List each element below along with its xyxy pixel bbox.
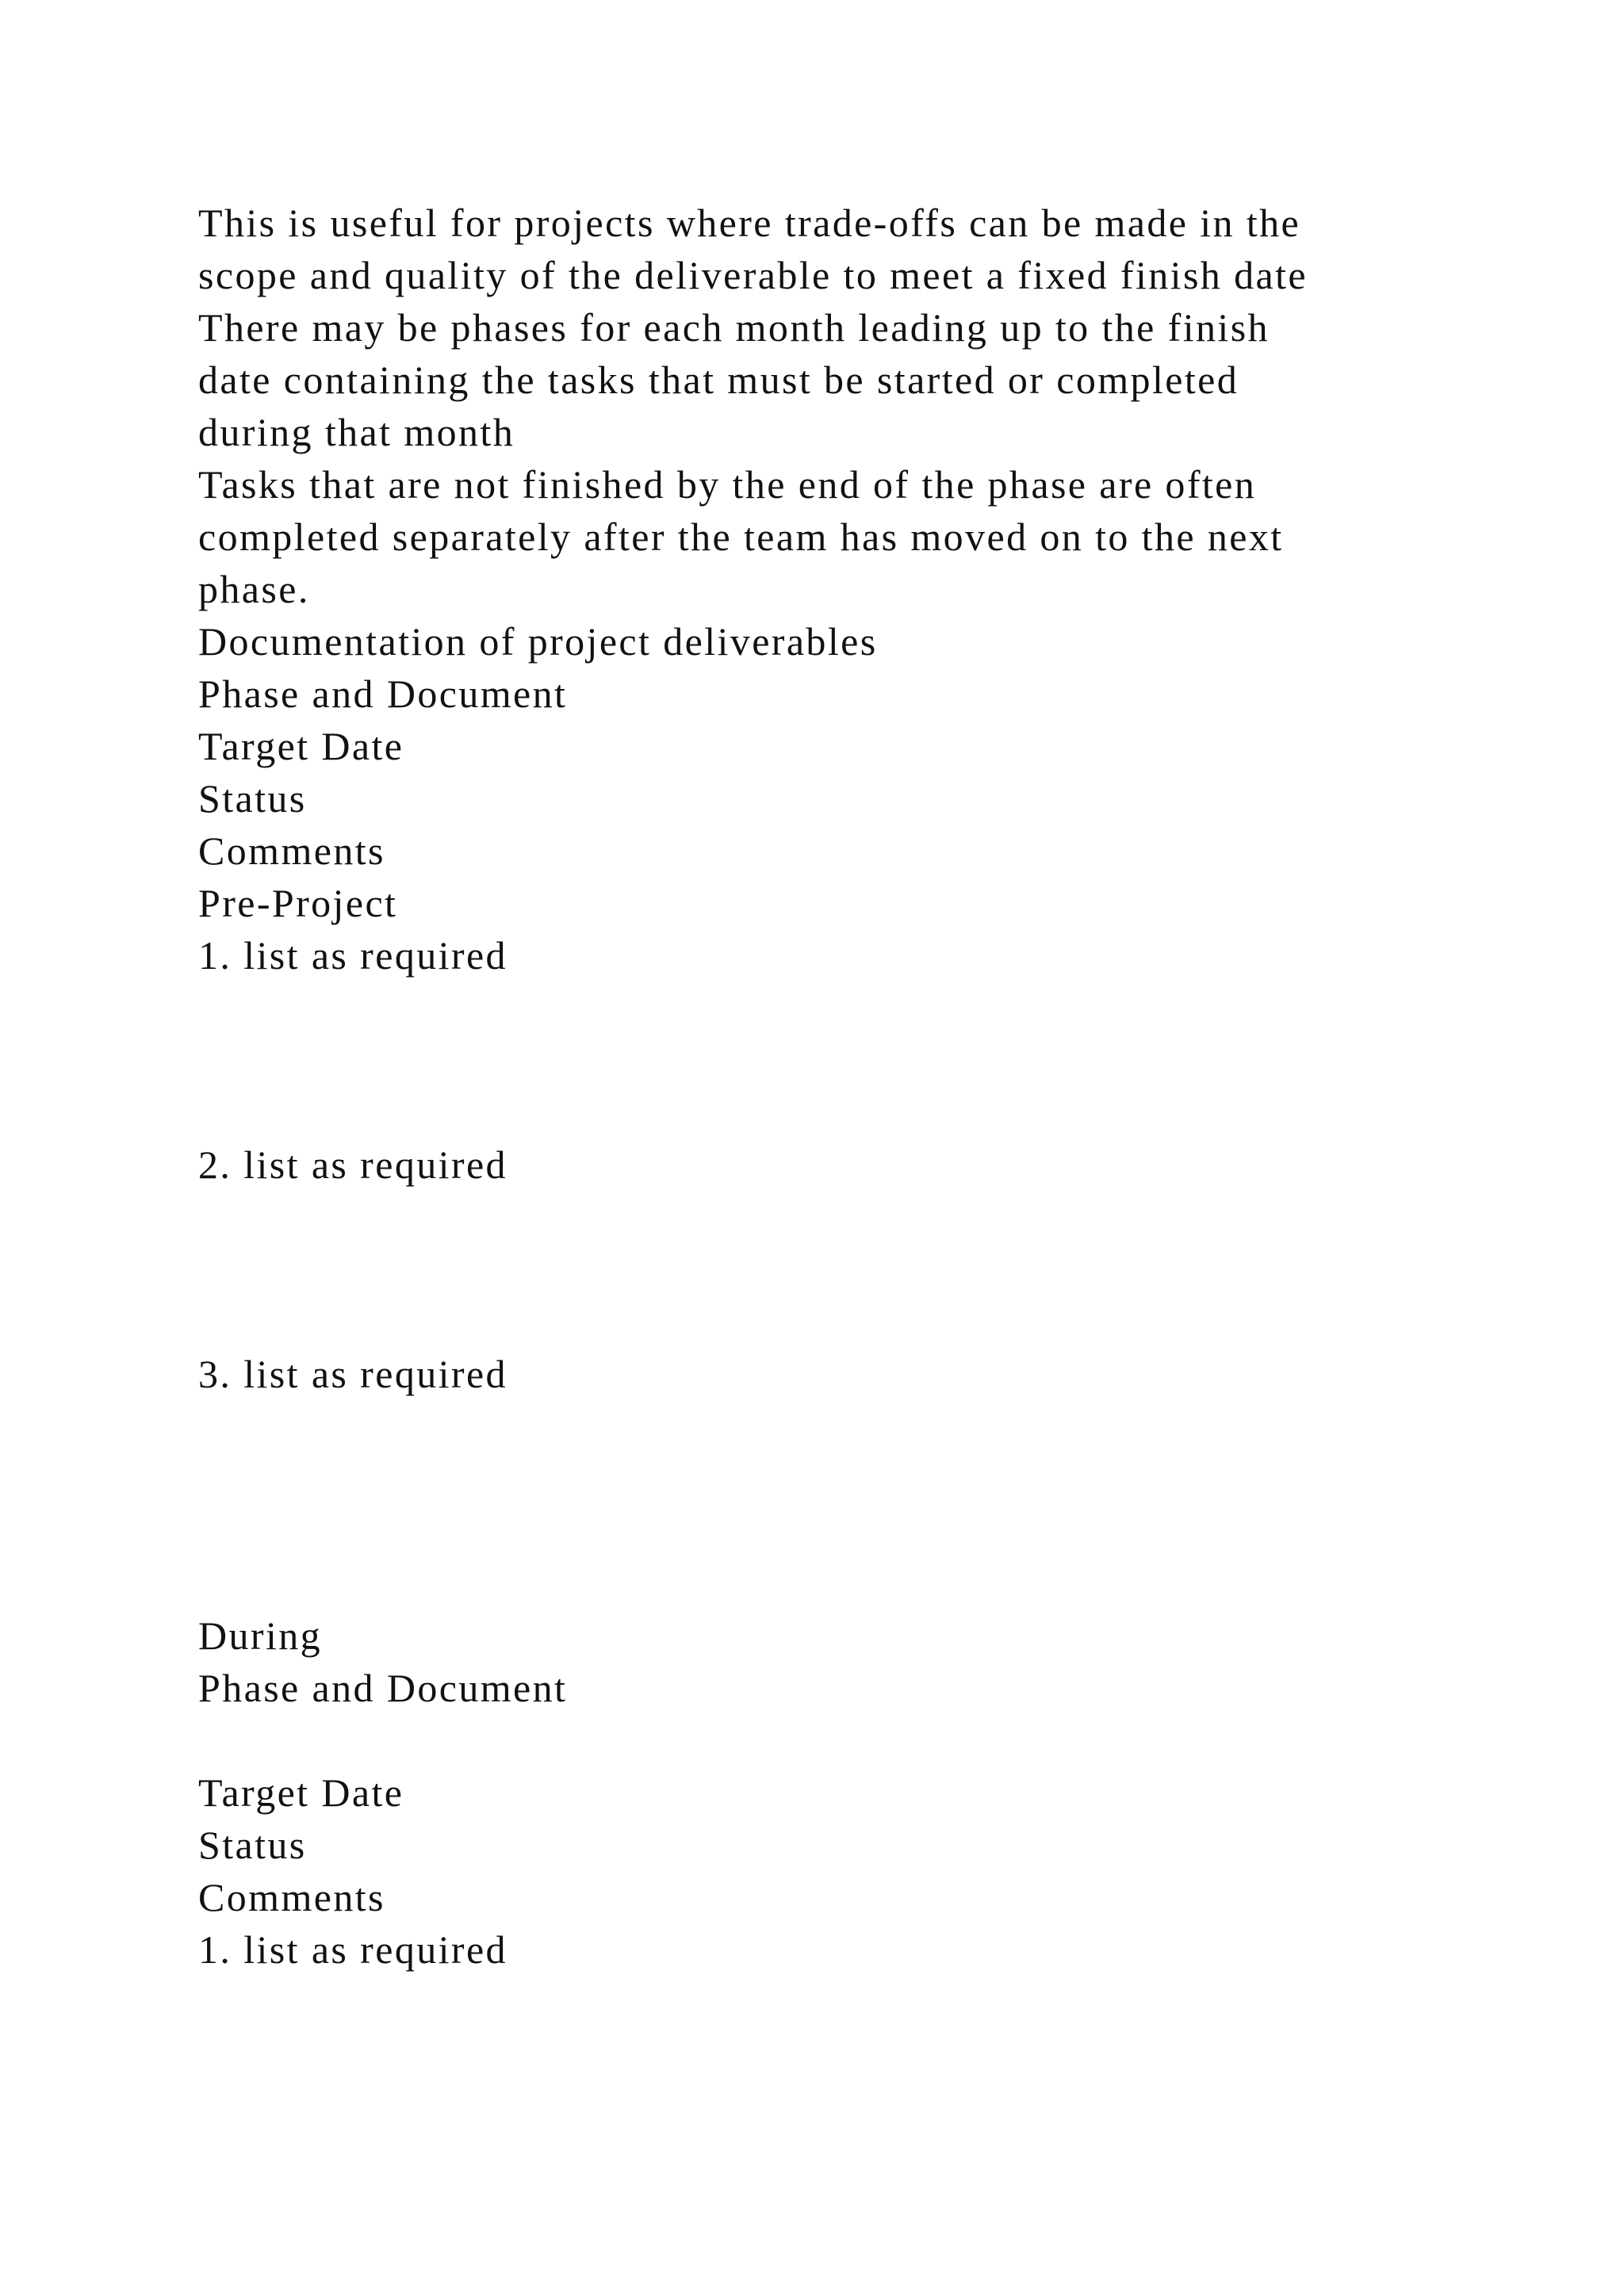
- blank-line: [198, 1714, 1507, 1766]
- text-line: scope and quality of the deliverable to meet a fixed finish date: [198, 253, 1308, 297]
- table-header-status: Status: [198, 776, 307, 821]
- text-line: There may be phases for each month leading up to the finish: [198, 305, 1270, 350]
- list-item: 2. list as required: [198, 1142, 508, 1187]
- text-line: completed separately after the team has moved on to the next: [198, 515, 1284, 559]
- blank-line: [198, 1452, 1507, 1505]
- document-body: [198, 197, 1507, 1976]
- table-header-status: Status: [198, 1823, 307, 1867]
- blank-line: [198, 1243, 1507, 1295]
- blank-line: [198, 982, 1507, 1034]
- table-header-phase-and-document: Phase and Document: [198, 1666, 568, 1710]
- text-line: during that month: [198, 410, 515, 454]
- list-item: 3. list as required: [198, 1352, 508, 1396]
- table-header-target-date: Target Date: [198, 1770, 404, 1815]
- table-header-comments: Comments: [198, 828, 385, 873]
- blank-line: [198, 1400, 1507, 1452]
- blank-line: [198, 1034, 1507, 1086]
- section-heading: Documentation of project deliverables: [198, 619, 878, 664]
- blank-line: [198, 1505, 1507, 1557]
- table-header-comments: Comments: [198, 1875, 385, 1919]
- phase-label-pre-project: Pre-Project: [198, 881, 398, 925]
- table-header-target-date: Target Date: [198, 724, 404, 768]
- blank-line: [198, 1191, 1507, 1243]
- list-item: 1. list as required: [198, 1927, 508, 1972]
- table-header-phase-and-document: Phase and Document: [198, 672, 568, 716]
- blank-line: [198, 1086, 1507, 1138]
- text-line: This is useful for projects where trade-offs can be made in the: [198, 201, 1301, 245]
- blank-line: [198, 1295, 1507, 1348]
- text-line: Tasks that are not finished by the end of the phase are often: [198, 462, 1257, 507]
- blank-line: [198, 1557, 1507, 1609]
- phase-label-during: During: [198, 1613, 323, 1658]
- text-line: phase.: [198, 567, 310, 611]
- text-line: date containing the tasks that must be started or completed: [198, 358, 1239, 402]
- list-item: 1. list as required: [198, 933, 508, 978]
